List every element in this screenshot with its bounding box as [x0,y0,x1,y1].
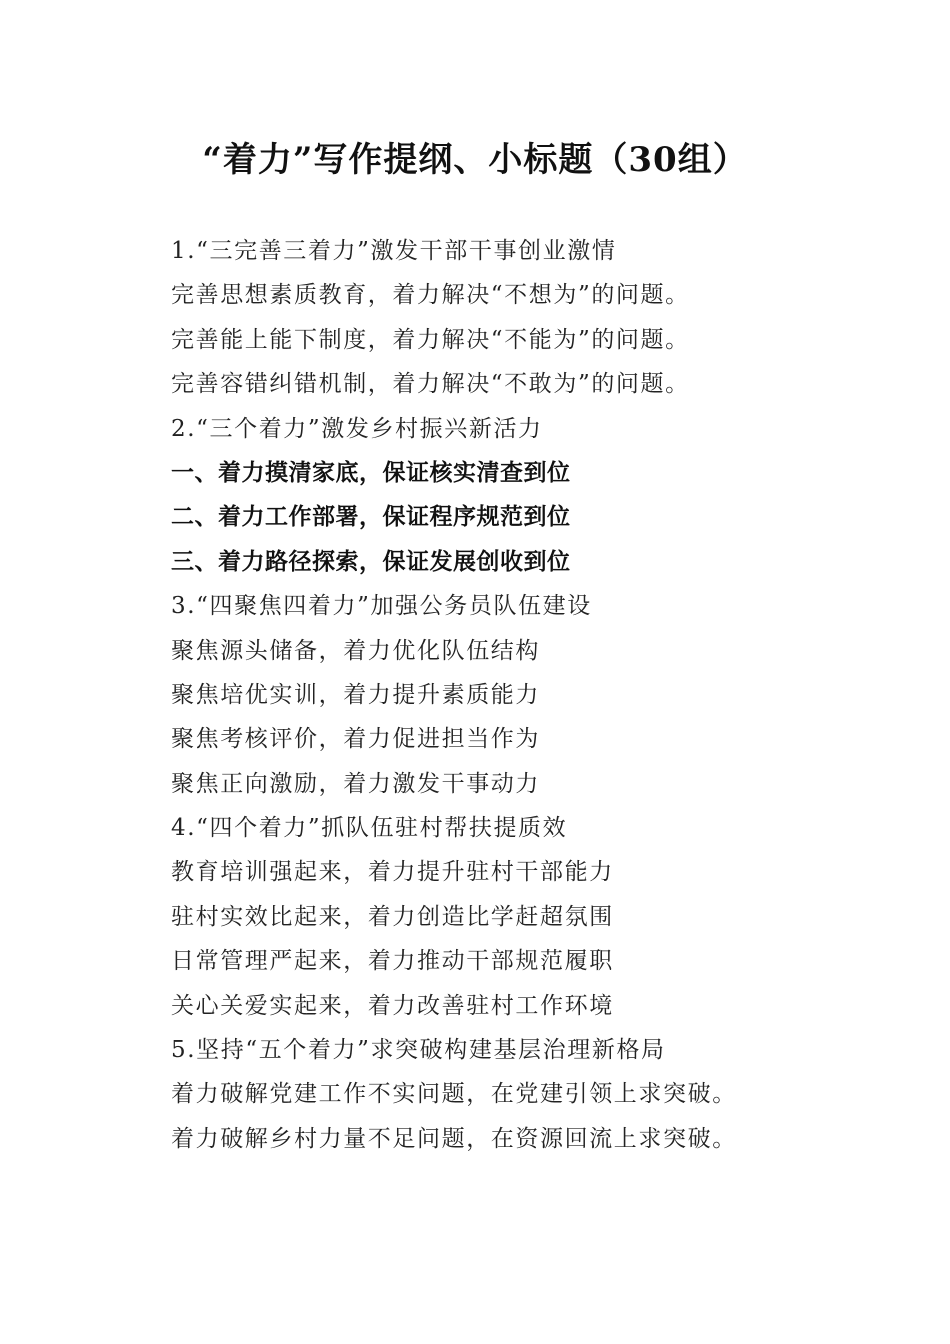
text-line: 完善能上能下制度，着力解决“不能为”的问题。 [171,326,690,353]
bold-text-line: 三、着力路径探索，保证发展创收到位 [171,548,571,575]
text-line: 聚焦培优实训，着力提升素质能力 [171,681,540,708]
text-line: 聚焦源头储备，着力优化队伍结构 [171,637,540,664]
text-line: 着力破解党建工作不实问题，在党建引领上求突破。 [171,1081,737,1108]
section-heading: 1.“三完善三着力”激发干部干事创业激情 [171,238,617,264]
text-line: 关心关爱实起来，着力改善驻村工作环境 [171,992,614,1019]
text-line: 着力破解乡村力量不足问题，在资源回流上求突破。 [171,1125,737,1152]
text-line: 聚焦考核评价，着力促进担当作为 [171,726,540,753]
text-line: 完善容错纠错机制，着力解决“不敢为”的问题。 [171,371,690,398]
bold-text-line: 一、着力摸清家底，保证核实清查到位 [171,459,571,486]
text-line: 教育培训强起来，着力提升驻村干部能力 [171,859,614,886]
text-line: 聚焦正向激励，着力激发干事动力 [171,770,540,797]
section-heading: 5.坚持“五个着力”求突破构建基层治理新格局 [171,1037,666,1064]
section-heading: 2.“三个着力”激发乡村振兴新活力 [171,415,543,442]
text-line: 驻村实效比起来，着力创造比学赶超氛围 [171,903,614,930]
text-line: 完善思想素质教育，着力解决“不想为”的问题。 [171,282,690,309]
bold-text-line: 二、着力工作部署，保证程序规范到位 [171,504,571,531]
section-heading: 4.“四个着力”抓队伍驻村帮扶提质效 [171,815,568,842]
section-heading: 3.“四聚焦四着力”加强公务员队伍建设 [171,593,592,620]
text-line: 日常管理严起来，着力推动干部规范履职 [171,948,614,975]
document-title: “着力”写作提纲、小标题（30组） [202,140,748,180]
document-body [171,229,871,1161]
